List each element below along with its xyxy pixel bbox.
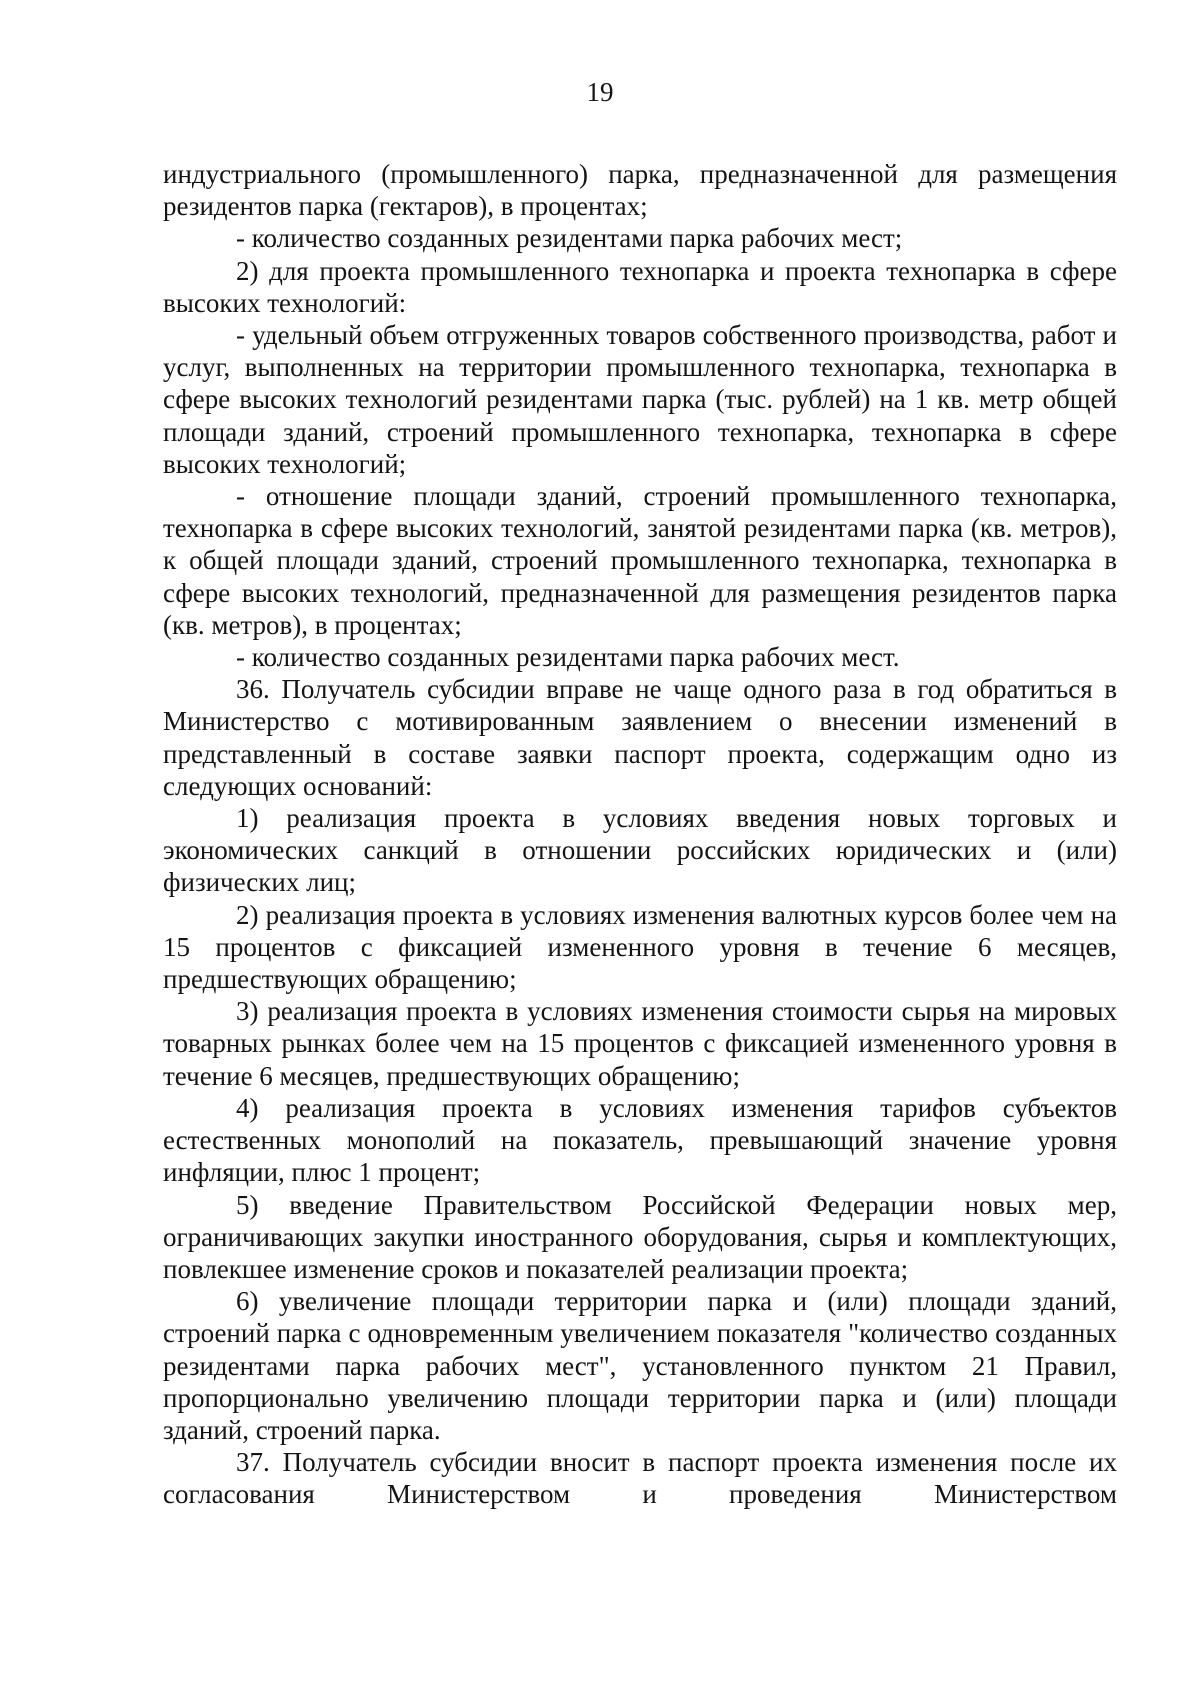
paragraph: 1) реализация проекта в условиях введения новых торговых и экономических санкций в отношении российских юридических и (или) физических лиц; — [163, 803, 1117, 898]
paragraph: 5) введение Правительством Российской Федерации новых мер, ограничивающих закупки иностранного оборудования, сырья и комплектующих, повлекшее изменение сроков и показателей реализации проекта; — [163, 1189, 1117, 1284]
paragraph: - количество созданных резидентами парка рабочих мест. — [236, 642, 900, 673]
paragraph: - количество созданных резидентами парка рабочих мест; — [236, 223, 903, 254]
paragraph: - удельный объем отгруженных товаров собственного производства, работ и услуг, выполненных на территории промышленного технопарка, технопарка в сфере высоких технологий резидентами парка (тыс. рублей) на 1 кв. метр общей площади зданий, строений промышленного технопарка, технопарка в сфере высоких технологий; — [163, 320, 1117, 479]
paragraph: индустриального (промышленного) парка, предназначенной для размещения резидентов парка (гектаров), в процентах; — [163, 159, 1117, 222]
paragraph: 3) реализация проекта в условиях изменения стоимости сырья на мировых товарных рынках более чем на 15 процентов с фиксацией измененного уровня в течение 6 месяцев, предшествующих обращению; — [163, 996, 1117, 1091]
document-body — [163, 158, 1117, 1511]
page-number: 19 — [586, 77, 614, 107]
paragraph: 37. Получатель субсидии вносит в паспорт проекта изменения после их согласования Министерством и проведения Министерством — [163, 1447, 1117, 1510]
paragraph: 36. Получатель субсидии вправе не чаще одного раза в год обратиться в Министерство с мотивированным заявлением о внесении изменений в представленный в составе заявки паспорт проекта, содержащим одно из следующих оснований: — [163, 674, 1117, 801]
paragraph: 2) реализация проекта в условиях изменения валютных курсов более чем на 15 процентов с фиксацией измененного уровня в течение 6 месяцев, предшествующих обращению; — [163, 899, 1117, 995]
paragraph: 6) увеличение площади территории парка и (или) площади зданий, строений парка с одновременным увеличением показателя "количество созданных резидентами парка рабочих мест", установленного пунктом 21 Правил, пропорционально увеличению площади территории парка и (или) площади зданий, строений парка. — [163, 1286, 1117, 1445]
paragraph: 2) для проекта промышленного технопарка и проекта технопарка в сфере высоких технологий: — [163, 255, 1117, 318]
paragraph: 4) реализация проекта в условиях изменения тарифов субъектов естественных монополий на показатель, превышающий значение уровня инфляции, плюс 1 процент; — [163, 1092, 1117, 1188]
paragraph: - отношение площади зданий, строений промышленного технопарка, технопарка в сфере высоких технологий, занятой резидентами парка (кв. метров), к общей площади зданий, строений промышленного технопарка, технопарка в сфере высоких технологий, предназначенной для размещения резидентов парка (кв. метров), в процентах; — [163, 481, 1117, 640]
